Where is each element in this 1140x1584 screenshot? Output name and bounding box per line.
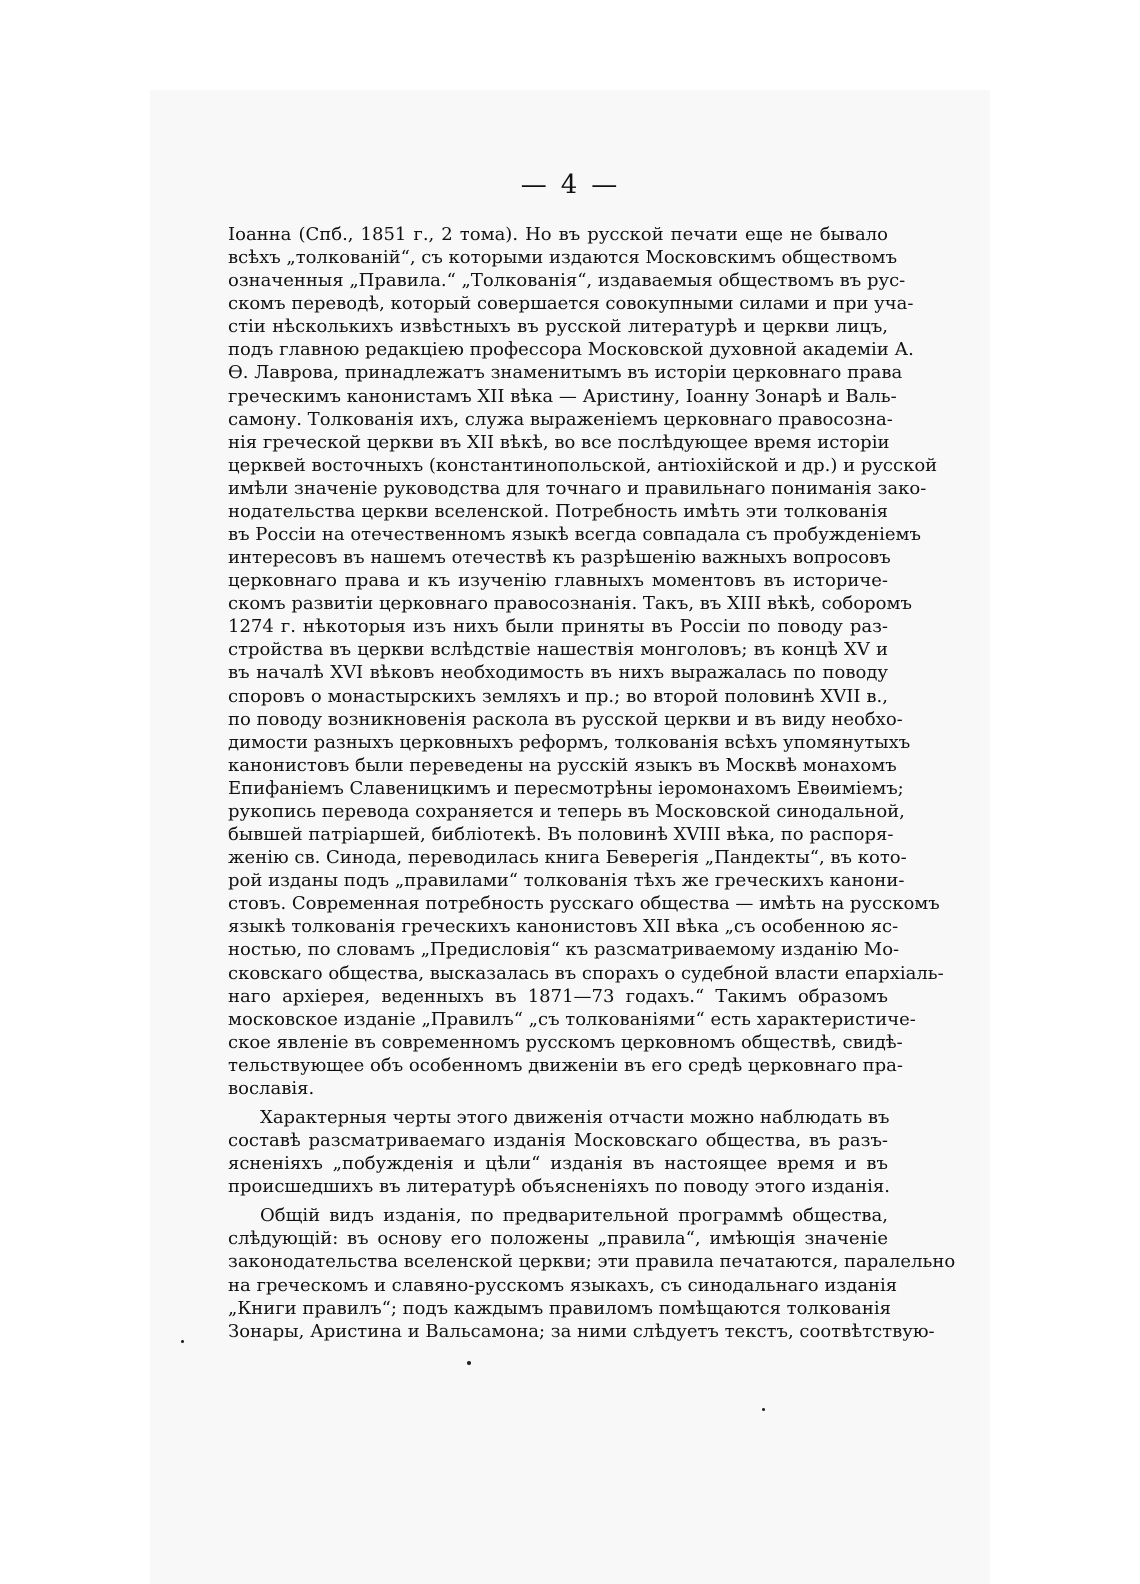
text-line: подъ главною редакціею профессора Московской духовной академіи А. [228,339,914,361]
text-line: Ѳ. Лаврова, принадлежатъ знаменитымъ въ исторіи церковнаго права [228,362,903,384]
text-line: составѣ разсматриваемаго изданія Московскаго общества, въ разъ- [228,1130,888,1152]
stray-mark-2 [467,1361,471,1365]
text-line: въ Россіи на отечественномъ языкѣ всегда совпадала съ пробужденіемъ [228,524,922,546]
text-line: вославія. [228,1077,315,1099]
text-line: ясненіяхъ „побужденія и цѣли“ изданія въ настоящее время и въ [228,1153,888,1175]
text-line: Епифаніемъ Славеницкимъ и пересмотрѣны іеромонахомъ Евѳиміемъ; [228,777,904,799]
text-line: рой изданы подъ „правилами“ толкованія тѣхъ же греческихъ канони- [228,870,905,892]
text-line: Іоанна (Спб., 1851 г., 2 тома). Но въ русской печати еще не бывало [228,224,888,245]
body-text [228,223,956,1343]
text-line: канонистовъ были переведены на русскій языкъ въ Москвѣ монахомъ [228,754,897,776]
text-line: бывшей патріаршей, библіотекѣ. Въ половинѣ XVIII вѣка, по распоря- [228,824,894,846]
text-line: церквей восточныхъ (константинопольской, антіохійской и др.) и русской [228,454,938,476]
text-line: тельствующее объ особенномъ движеніи въ его средѣ церковнаго пра- [228,1054,903,1076]
text-line: въ началѣ XVI вѣковъ необходимость въ нихъ выражалась по поводу [228,662,888,684]
paragraph-2 [228,1106,888,1198]
text-line: скомъ переводѣ, который совершается совокупными силами и при уча- [228,293,914,315]
text-line: означенныя „Правила.“ „Толкованія“, издаваемыя обществомъ въ рус- [228,270,906,292]
text-line: 1274 г. нѣкоторыя изъ нихъ были приняты въ Россіи по поводу раз- [228,616,888,638]
page-number-value: 4 [560,170,580,200]
text-line: ское явленіе въ современномъ русскомъ церковномъ обществѣ, свидѣ- [228,1031,903,1053]
stray-mark-3 [762,1408,765,1411]
page-number-dash-left: — [520,170,549,200]
page-number-dash-right: — [591,170,620,200]
text-line: женію св. Синода, переводилась книга Беверегія „Пандекты“, въ кото- [228,847,907,869]
text-line: сковскаго общества, высказалась въ спорахъ о судебной власти епархіаль- [228,962,944,984]
text-line: московское изданіе „Правилъ“ „съ толкованіями“ есть характеристиче- [228,1008,916,1030]
text-line: всѣхъ „толкованій“, съ которыми издаются Московскимъ обществомъ [228,247,898,269]
text-line: интересовъ въ нашемъ отечествѣ къ разрѣшенію важныхъ вопросовъ [228,547,891,569]
text-line: „Книги правилъ“; подъ каждымъ правиломъ помѣщаются толкованія [228,1297,891,1319]
text-line: законодательства вселенской церкви; эти правила печатаются, паралельно [228,1251,956,1273]
text-line: наго архіерея, веденныхъ въ 1871—73 годахъ.“ Такимъ образомъ [228,985,888,1007]
stray-mark-1 [181,1340,184,1343]
text-line: скомъ развитіи церковнаго правосознанія. Такъ, въ XIII вѣкѣ, соборомъ [228,593,912,615]
text-line: по поводу возникновенія раскола въ русской церкви и въ виду необхо- [228,708,903,730]
text-line: происшедшихъ въ литературѣ объясненіяхъ по поводу этого изданія. [228,1176,890,1198]
text-line: языкѣ толкованія греческихъ канонистовъ XII вѣка „съ особенною яс- [228,916,899,938]
text-line: стройства въ церкви вслѣдствіе нашествія монголовъ; въ концѣ XV и [228,639,888,661]
text-line: самону. Толкованія ихъ, служа выраженіемъ церковнаго правосозна- [228,408,893,430]
text-line: Характерныя черты этого движенія отчасти можно наблюдать въ [260,1106,890,1128]
text-line: на греческомъ и славяно-русскомъ языкахъ, съ синодальнаго изданія [228,1274,898,1296]
text-line: стовъ. Современная потребность русскаго общества — имѣть на русскомъ [228,893,940,915]
paragraph-1 [228,223,944,1100]
text-line: споровъ о монастырскихъ земляхъ и пр.; во второй половинѣ XVII в., [228,685,888,707]
page-number [0,170,1140,200]
text-line: димости разныхъ церковныхъ реформъ, толкованія всѣхъ упомянутыхъ [228,731,911,753]
text-line: Зонары, Аристина и Вальсамона; за ними слѣдуетъ текстъ, соотвѣтствую- [228,1320,935,1342]
text-line: имѣли значеніе руководства для точнаго и правильнаго пониманія зако- [228,477,927,499]
text-line: слѣдующій: въ основу его положены „правила“, имѣющія значеніе [228,1228,888,1250]
text-line: рукопись перевода сохраняется и теперь въ Московской синодальной, [228,800,905,822]
text-line: нодательства церкви вселенской. Потребность имѣть эти толкованія [228,500,888,522]
text-line: греческимъ канонистамъ XII вѣка — Аристину, Іоанну Зонарѣ и Валь- [228,385,897,407]
text-line: церковнаго права и къ изученію главныхъ моментовъ въ историче- [228,570,888,592]
text-line: нія греческой церкви въ XII вѣкѣ, во все послѣдующее время исторіи [228,431,890,453]
text-line: ностью, по словамъ „Предисловія“ къ разсматриваемому изданію Мо- [228,939,900,961]
text-line: стіи нѣсколькихъ извѣстныхъ въ русской литературѣ и церкви лицъ, [228,316,888,338]
paragraph-3 [228,1204,956,1342]
text-line: Общій видъ изданія, по предварительной программѣ общества, [260,1205,888,1227]
